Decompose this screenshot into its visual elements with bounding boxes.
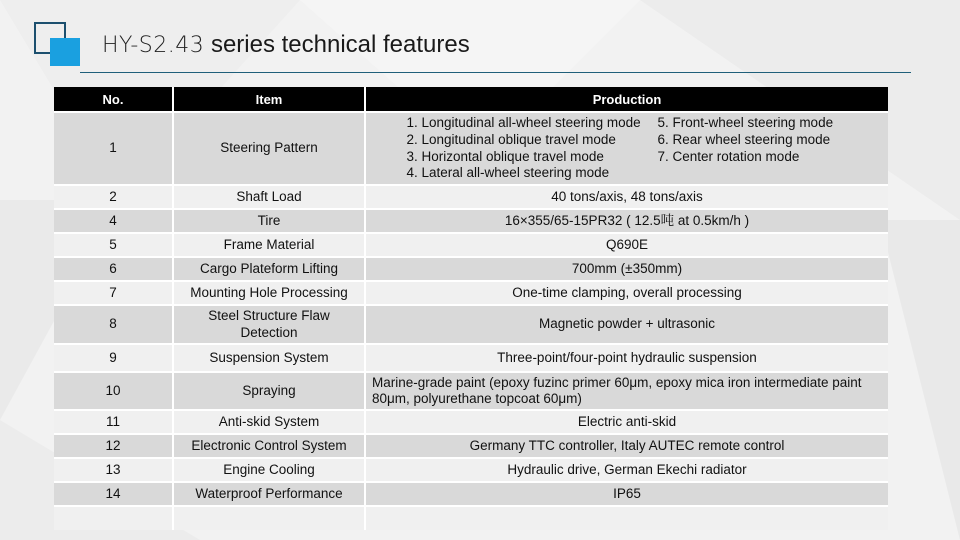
cell-steering-modes [365,112,888,185]
cell-item: Steering Pattern [173,112,365,185]
logo-filled-square [50,38,80,66]
cell-item: Tire [173,209,365,233]
cell-item: Cargo Plateform Lifting [173,257,365,281]
table-row [54,372,888,410]
cell-no: 9 [54,344,173,372]
cell-item: Engine Cooling [173,458,365,482]
cell-no: 4 [54,209,173,233]
cell-item: Anti-skid System [173,410,365,434]
steering-mode: 5. Front-wheel steering mode [657,115,834,131]
table-row [54,257,888,281]
cell-value: Electric anti-skid [365,410,888,434]
cell-no: 12 [54,434,173,458]
title-divider [80,72,911,73]
table-row [54,434,888,458]
cell-no: 11 [54,410,173,434]
cell-value: Q690E [365,233,888,257]
steering-mode: 4. Lateral all-wheel steering mode [406,165,610,181]
cell-no: 1 [54,112,173,185]
steering-modes-list [370,114,884,182]
cell-item: Electronic Control System [173,434,365,458]
cell-no: 10 [54,372,173,410]
table-row-partial [54,506,888,530]
title-model: HY-S2.43 [102,33,205,58]
table-row [54,482,888,506]
cell-value: Hydraulic drive, German Ekechi radiator [365,458,888,482]
cell-value: 700mm (±350mm) [365,257,888,281]
cell-value: IP65 [365,482,888,506]
cell-item: Shaft Load [173,185,365,209]
cell-value: Germany TTC controller, Italy AUTEC remote control [365,434,888,458]
cell-value: Three-point/four-point hydraulic suspension [365,344,888,372]
steering-mode: 1. Longitudinal all-wheel steering mode [406,115,641,131]
cell-value: 16×355/65-15PR32 ( 12.5吨 at 0.5km/h ) [365,209,888,233]
steering-mode: 7. Center rotation mode [657,148,800,164]
page-title [102,30,470,61]
header-no: No. [54,87,173,112]
table-row [54,305,888,344]
cell-no: 2 [54,185,173,209]
table-row [54,281,888,305]
cell-no: 5 [54,233,173,257]
cell-no: 14 [54,482,173,506]
table-row [54,112,888,185]
cell-item: Frame Material [173,233,365,257]
cell-no: 13 [54,458,173,482]
cell-item: Steel Structure Flaw Detection [173,305,365,344]
steering-mode: 3. Horizontal oblique travel mode [406,148,604,164]
header-production: Production [365,87,888,112]
cell-value: One-time clamping, overall processing [365,281,888,305]
cell-item: Waterproof Performance [173,482,365,506]
table-row [54,344,888,372]
table-header-row [54,87,888,112]
cell-no: 6 [54,257,173,281]
table-row [54,233,888,257]
spec-table [54,87,888,530]
cell-no: 8 [54,305,173,344]
table-row [54,209,888,233]
table-row [54,458,888,482]
cell-item: Suspension System [173,344,365,372]
header-item: Item [173,87,365,112]
steering-mode: 2. Longitudinal oblique travel mode [406,131,616,147]
cell-value: Magnetic powder + ultrasonic [365,305,888,344]
table-row [54,185,888,209]
cell-no: 7 [54,281,173,305]
cell-value: Marine-grade paint (epoxy fuzinc primer 60μm, epoxy mica iron intermediate paint 80μm, polyurethane topcoat 60μm) [365,372,888,410]
cell-item: Mounting Hole Processing [173,281,365,305]
table-row [54,410,888,434]
cell-value: 40 tons/axis, 48 tons/axis [365,185,888,209]
title-text: series technical features [210,31,470,58]
steering-mode [658,165,848,182]
cell-item: Spraying [173,372,365,410]
steering-mode: 6. Rear wheel steering mode [657,131,831,147]
